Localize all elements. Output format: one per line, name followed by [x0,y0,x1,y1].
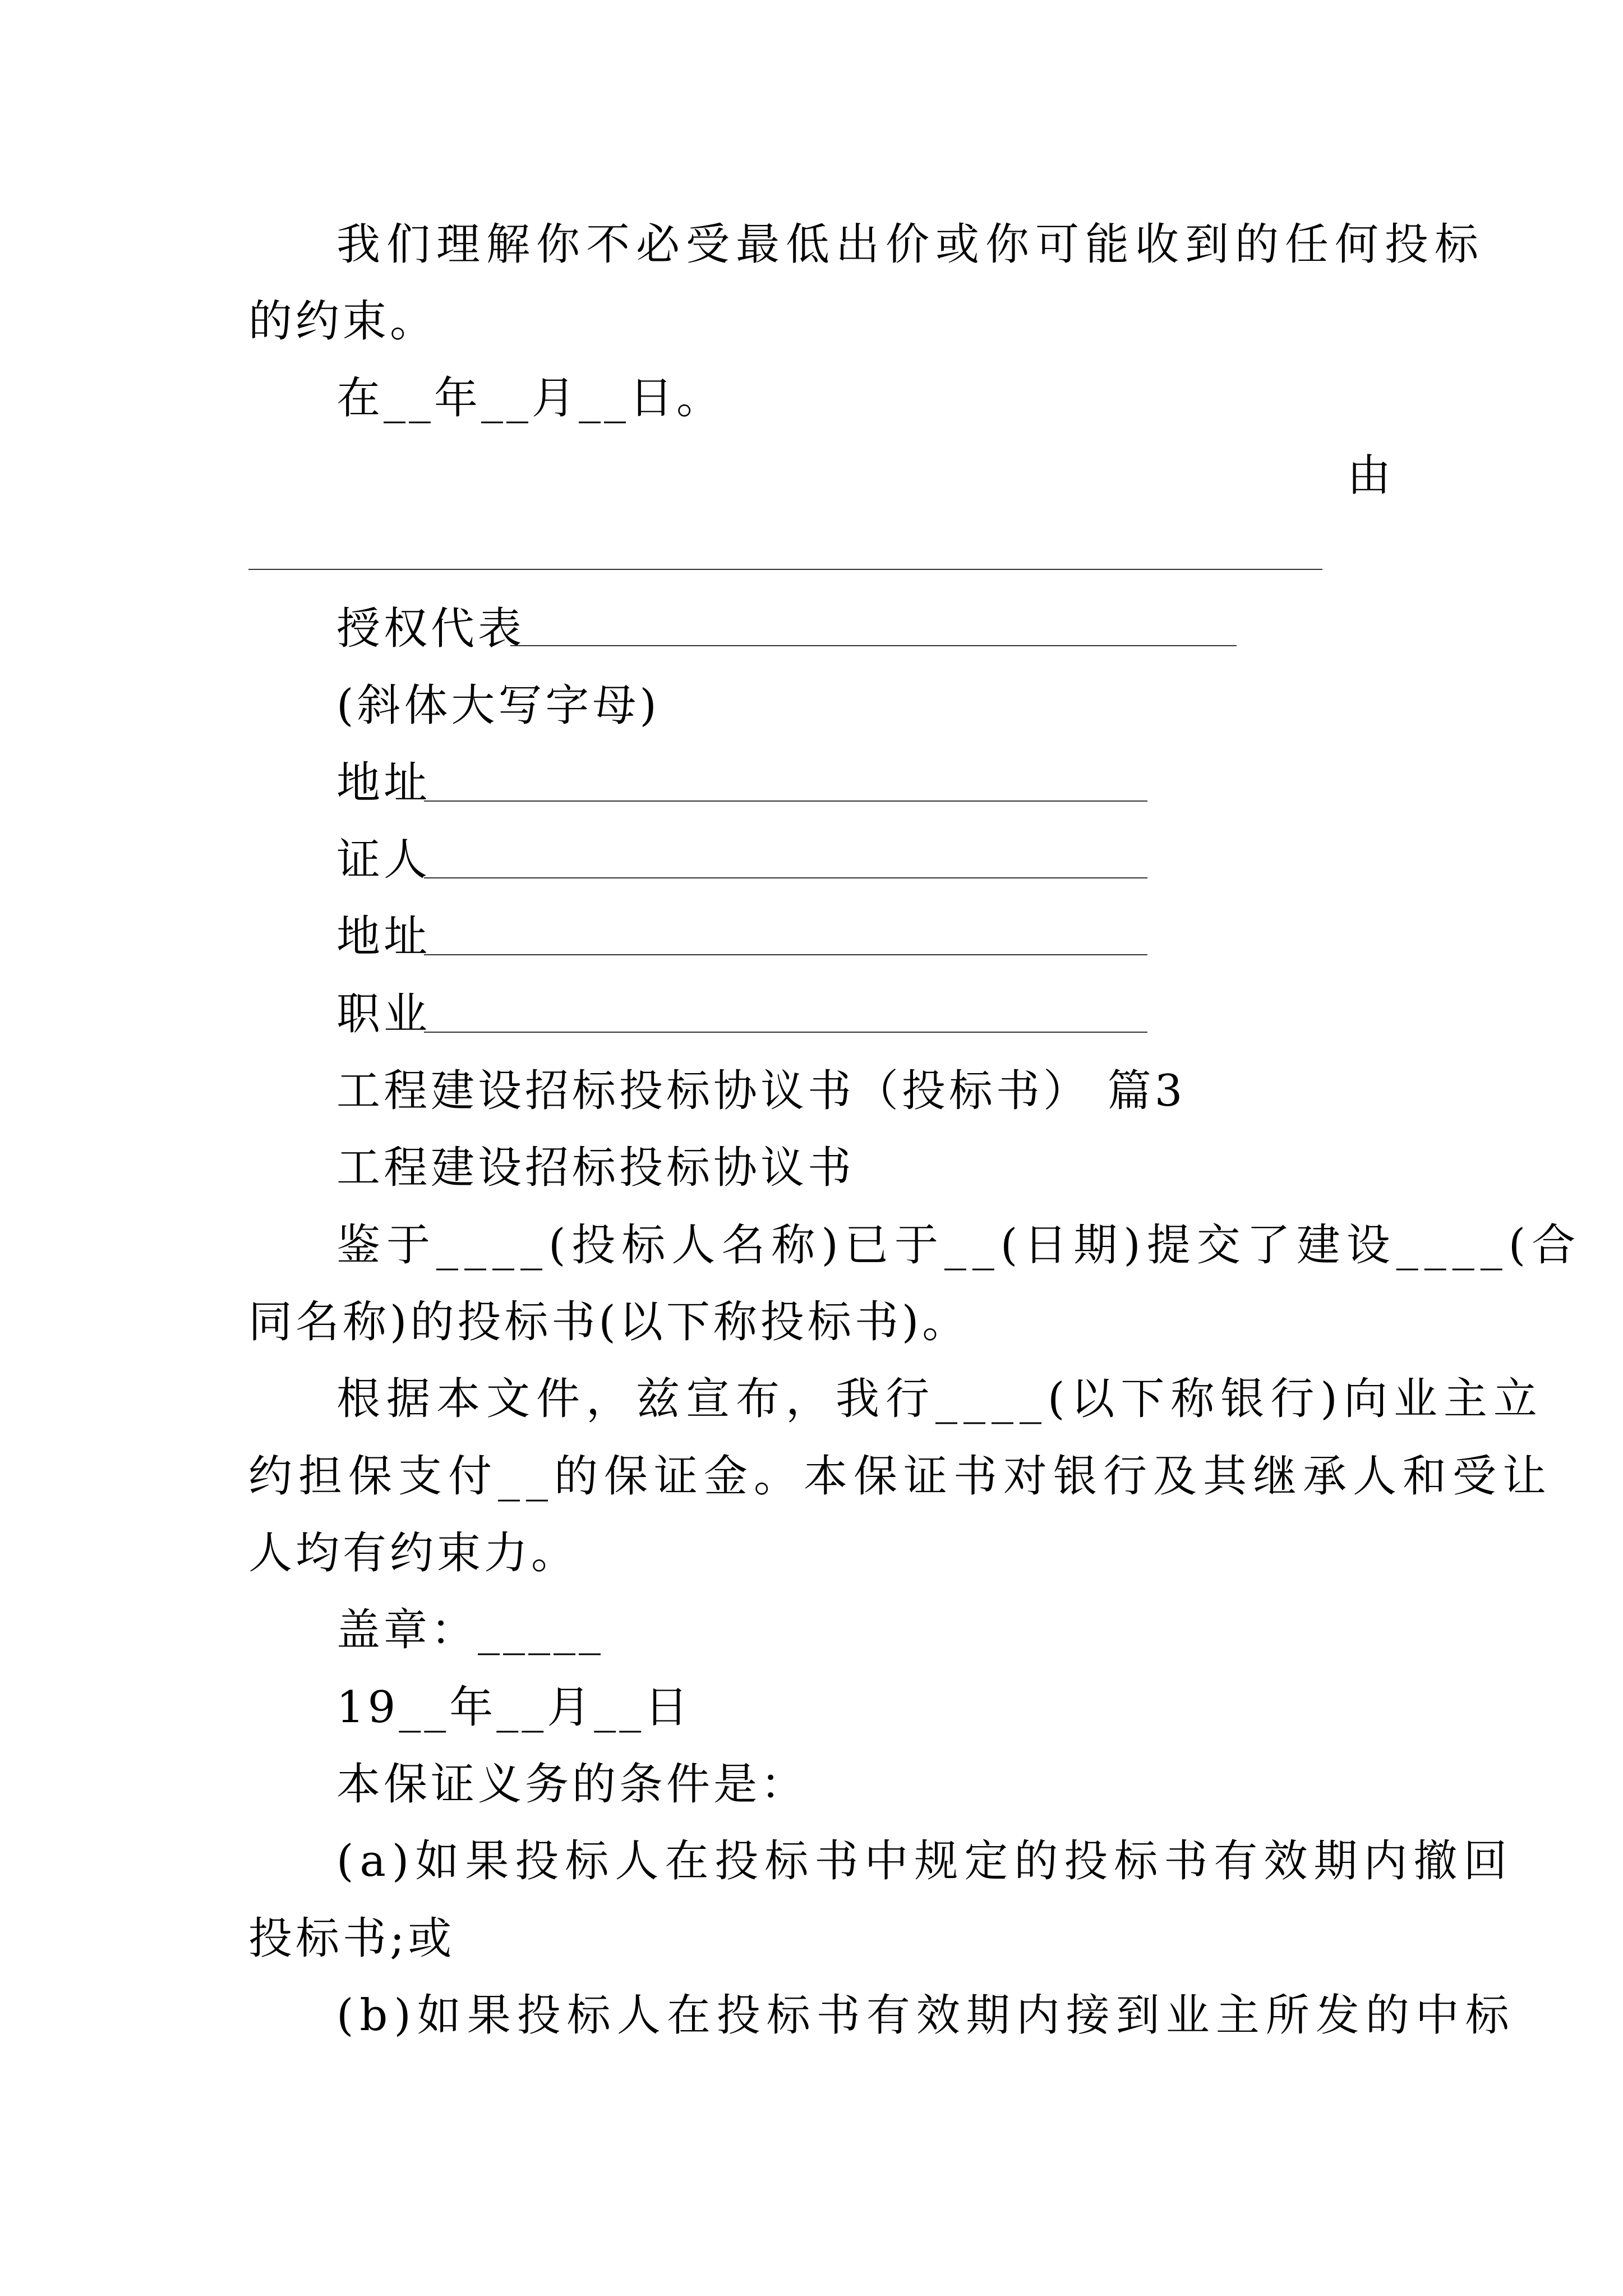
paragraph-line: 人均有约束力。 [248,1528,579,1579]
signature-blank-line [248,569,1322,570]
paragraph-line: 鉴于____(投标人名称)已于__(日期)提交了建设____(合 [336,1220,1582,1271]
date-line: 19__年__月__日 [336,1682,692,1733]
condition-a-line: (a)如果投标人在投标书中规定的投标书有效期内撤回 [336,1836,1514,1887]
date-line: 在__年__月__日。 [336,373,724,424]
italic-capitals-note: (斜体大写字母) [336,680,660,731]
paragraph-line: 根据本文件，兹宣布，我行____(以下称银行)向业主立 [336,1374,1543,1424]
paragraph-line: 约担保支付__的保证金。本保证书对银行及其继承人和受让 [248,1451,1553,1502]
authorized-representative-blank [510,645,1237,646]
witness-label: 证人 [336,835,431,885]
witness-address-label: 地址 [336,912,431,962]
address-label: 地址 [336,758,431,808]
occupation-label: 职业 [336,989,431,1039]
address-blank [424,800,1147,802]
paragraph-line: 我们理解你不必受最低出价或你可能收到的任何投标 [336,219,1485,270]
agreement-title: 工程建设招标投标协议书 [336,1143,855,1193]
authorized-representative-label: 授权代表 [336,604,525,654]
seal-line: 盖章：_____ [336,1605,605,1655]
conditions-heading: 本保证义务的条件是： [336,1759,808,1810]
condition-a-line: 投标书;或 [248,1913,455,1964]
paragraph-line: 同名称)的投标书(以下称投标书)。 [248,1297,970,1347]
by-label: 由 [1347,450,1395,501]
witness-address-blank [424,954,1147,955]
occupation-blank [424,1032,1147,1033]
condition-b-line: (b)如果投标人在投标书有效期内接到业主所发的中标 [336,1990,1515,2041]
witness-blank [424,877,1147,878]
section-heading: 工程建设招标投标协议书（投标书） 篇3 [336,1066,1186,1116]
paragraph-line: 的约束。 [248,296,437,347]
